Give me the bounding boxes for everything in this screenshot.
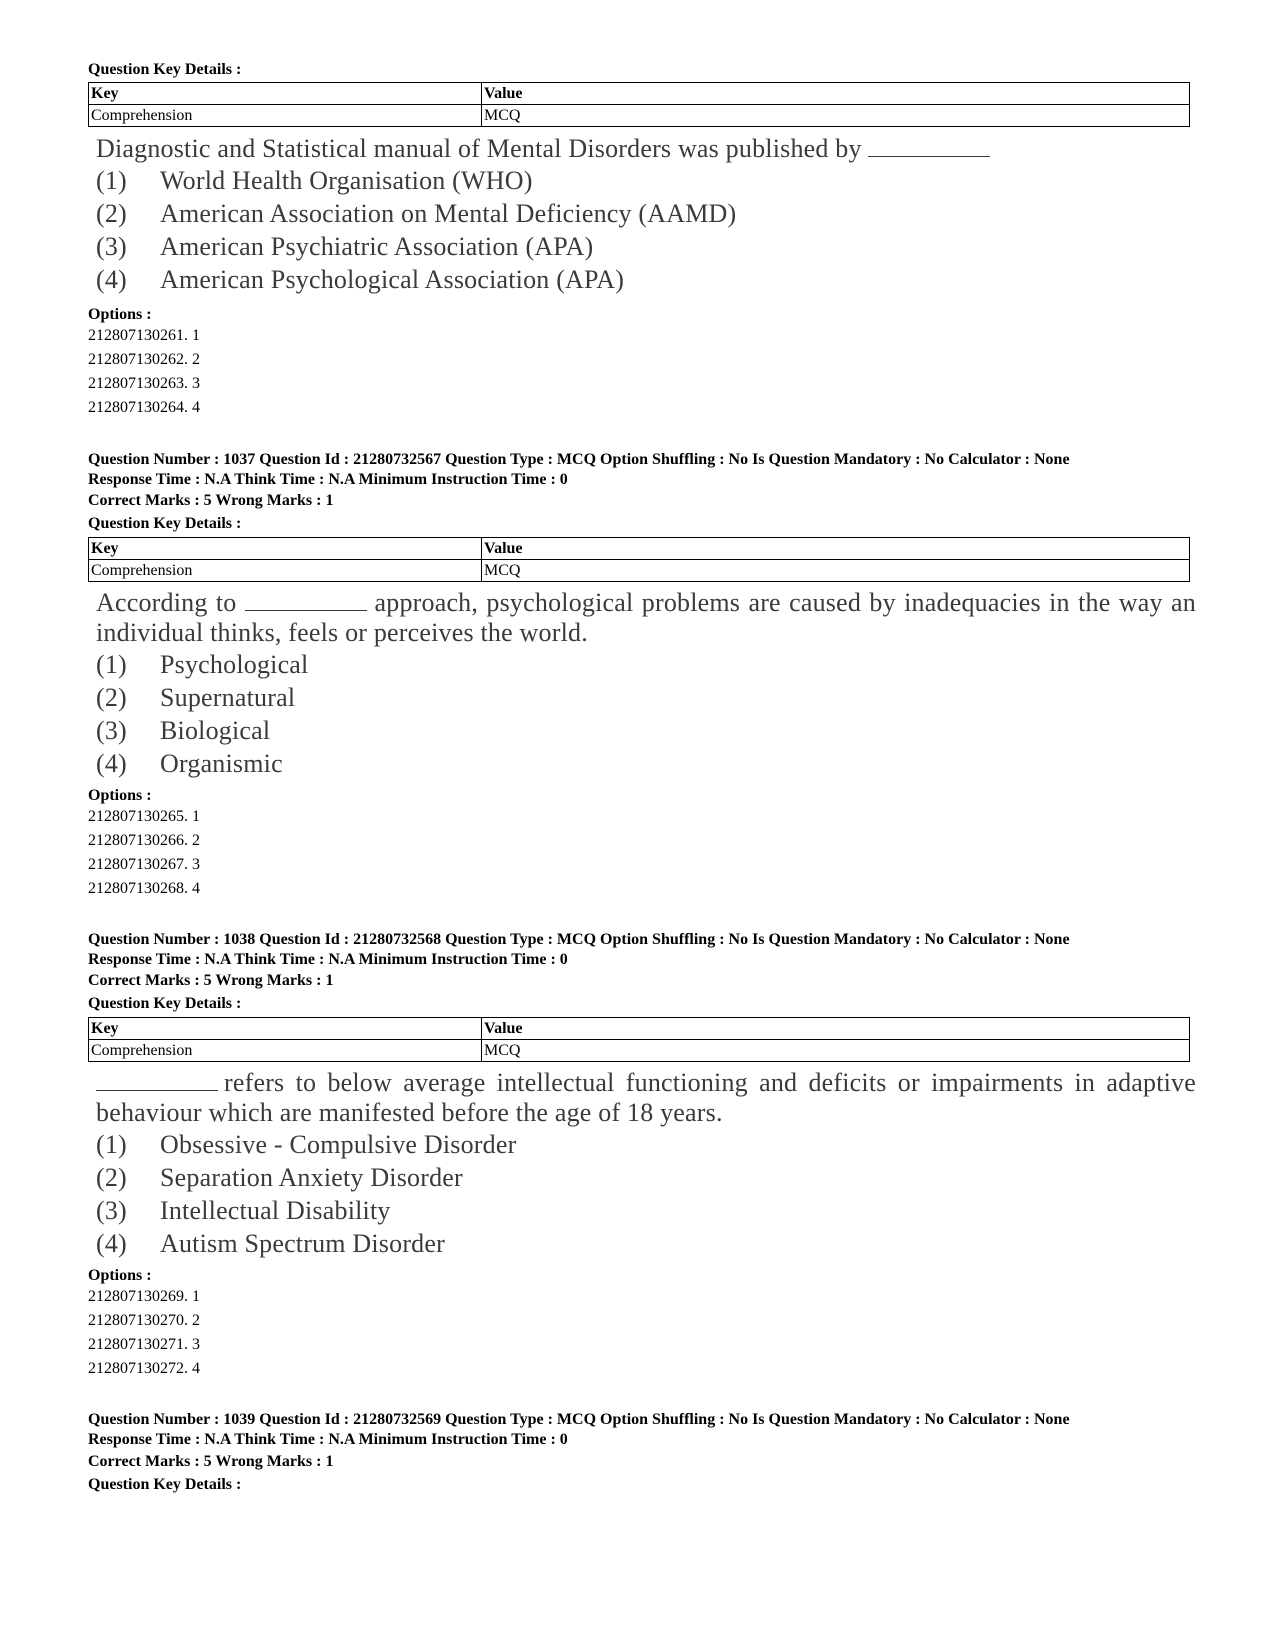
question-key-table [88,537,1190,582]
question-key-details-label: Question Key Details : [88,1476,242,1493]
value-header: Value [482,83,1190,105]
option-id: 212807130264. 4 [88,399,200,416]
answer-blank [96,1070,218,1091]
choice-item: (2) Separation Anxiety Disorder [96,1163,463,1192]
question-text: refers to below average intellectual functioning and deficits or impairments in adaptive behaviour which are manifested before the age of 18 years. [96,1068,1196,1127]
choice-item: (3) Biological [96,716,271,745]
option-id-list [88,324,1188,420]
choice-item: (2) Supernatural [96,683,296,712]
choice-item: (2) American Association on Mental Deficiency (AAMD) [96,199,737,228]
question-body [96,1068,1196,1260]
options-label: Options : [88,787,152,804]
question-key-table [88,82,1190,127]
key-header: Key [89,538,482,560]
key-table-row [89,560,1190,582]
question-key-details-label: Question Key Details : [88,515,242,532]
choice-item: (3) Intellectual Disability [96,1196,391,1225]
option-id: 212807130265. 1 [88,808,200,825]
choice-item: (4) Autism Spectrum Disorder [96,1229,445,1258]
question-body [96,134,1196,296]
option-id: 212807130269. 1 [88,1288,200,1305]
option-id: 212807130267. 3 [88,856,200,873]
key-cell: Comprehension [89,560,482,582]
question-meta-line: Question Number : 1038 Question Id : 21280732568 Question Type : MCQ Option Shuffling : No Is Question Mandatory : No Calculator : None [88,931,1070,948]
question-meta-line: Question Number : 1039 Question Id : 21280732569 Question Type : MCQ Option Shuffling : No Is Question Mandatory : No Calculator : None [88,1411,1070,1428]
option-id: 212807130270. 2 [88,1312,200,1329]
question-timing-line: Response Time : N.A Think Time : N.A Minimum Instruction Time : 0 [88,471,568,488]
key-table-header-row [89,83,1190,105]
question-marks: Correct Marks : 5 Wrong Marks : 1 [88,492,334,509]
choice-item: (4) American Psychological Association (APA) [96,265,625,294]
option-id: 212807130262. 2 [88,351,200,368]
key-table-row [89,105,1190,127]
choice-item: (1) Obsessive - Compulsive Disorder [96,1130,517,1159]
option-id-list [88,1285,1188,1381]
option-id: 212807130261. 1 [88,327,200,344]
answer-blank [245,590,367,611]
key-header: Key [89,1018,482,1040]
options-label: Options : [88,306,152,323]
answer-blank [868,136,990,157]
key-table-header-row [89,1018,1190,1040]
choice-item: (1) Psychological [96,650,309,679]
question-marks: Correct Marks : 5 Wrong Marks : 1 [88,972,334,989]
choice-item: (1) World Health Organisation (WHO) [96,166,533,195]
question-header [88,1410,1188,1450]
key-table-header-row [89,538,1190,560]
option-id: 212807130263. 3 [88,375,200,392]
option-id: 212807130266. 2 [88,832,200,849]
choice-item: (3) American Psychiatric Association (APA) [96,232,594,261]
question-meta-line: Question Number : 1037 Question Id : 21280732567 Question Type : MCQ Option Shuffling : No Is Question Mandatory : No Calculator : None [88,451,1070,468]
key-table-row [89,1040,1190,1062]
value-cell: MCQ [482,560,1190,582]
key-cell: Comprehension [89,1040,482,1062]
option-id: 212807130272. 4 [88,1360,200,1377]
question-timing-line: Response Time : N.A Think Time : N.A Minimum Instruction Time : 0 [88,1431,568,1448]
value-header: Value [482,1018,1190,1040]
question-key-details-label: Question Key Details : [88,995,242,1012]
question-body [96,588,1196,780]
question-timing-line: Response Time : N.A Think Time : N.A Minimum Instruction Time : 0 [88,951,568,968]
options-label: Options : [88,1267,152,1284]
question-text: According to approach, psychological problems are caused by inadequacies in the way an individual thinks, feels or perceives the world. [96,588,1196,647]
question-key-table [88,1017,1190,1062]
question-header [88,450,1188,490]
choice-item: (4) Organismic [96,749,283,778]
option-id: 212807130271. 3 [88,1336,200,1353]
question-marks: Correct Marks : 5 Wrong Marks : 1 [88,1453,334,1470]
question-header [88,930,1188,970]
question-key-details-label: Question Key Details : [88,61,242,78]
value-header: Value [482,538,1190,560]
value-cell: MCQ [482,105,1190,127]
key-cell: Comprehension [89,105,482,127]
option-id: 212807130268. 4 [88,880,200,897]
key-header: Key [89,83,482,105]
question-text: Diagnostic and Statistical manual of Mental Disorders was published by [96,134,1196,164]
value-cell: MCQ [482,1040,1190,1062]
option-id-list [88,805,1188,901]
